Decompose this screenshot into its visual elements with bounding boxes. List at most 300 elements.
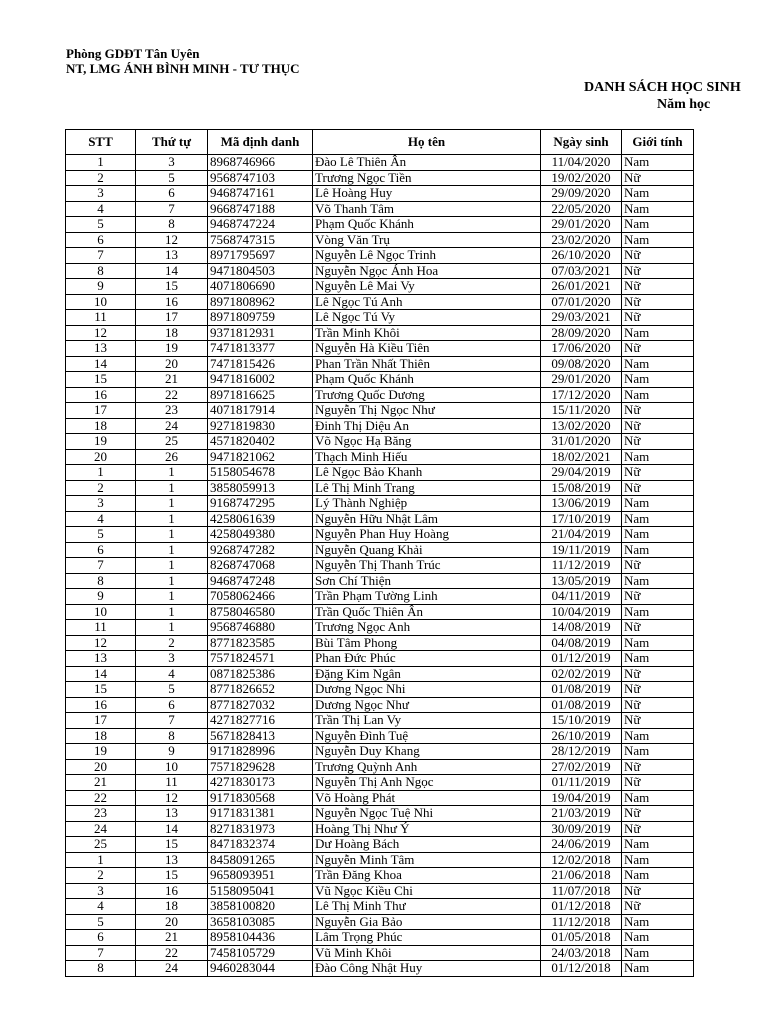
gender-cell: Nam [622, 387, 694, 403]
name-cell: Dư Hoàng Bách [313, 837, 541, 853]
stt-cell: 3 [66, 186, 136, 202]
table-row [66, 170, 694, 186]
table-row [66, 403, 694, 419]
name-cell: Đào Lê Thiên Ân [313, 155, 541, 171]
birthdate-cell: 19/11/2019 [541, 542, 622, 558]
stt-cell: 3 [66, 883, 136, 899]
order-cell: 1 [136, 620, 208, 636]
birthdate-cell: 28/09/2020 [541, 325, 622, 341]
document-header [66, 46, 300, 76]
id-cell: 9568747103 [208, 170, 313, 186]
name-cell: Thạch Minh Hiếu [313, 449, 541, 465]
name-cell: Lý Thành Nghiệp [313, 496, 541, 512]
gender-cell: Nam [622, 372, 694, 388]
gender-cell: Nam [622, 542, 694, 558]
table-row [66, 186, 694, 202]
order-cell: 20 [136, 914, 208, 930]
name-cell: Trương Ngọc Anh [313, 620, 541, 636]
name-cell: Nguyễn Lê Mai Vy [313, 279, 541, 295]
birthdate-cell: 01/08/2019 [541, 682, 622, 698]
stt-cell: 5 [66, 217, 136, 233]
document-title: DANH SÁCH HỌC SINH [584, 80, 741, 95]
stt-cell: 6 [66, 232, 136, 248]
order-cell: 1 [136, 496, 208, 512]
order-cell: 20 [136, 356, 208, 372]
gender-cell: Nữ [622, 310, 694, 326]
gender-cell: Nữ [622, 697, 694, 713]
gender-cell: Nam [622, 930, 694, 946]
stt-cell: 18 [66, 728, 136, 744]
birthdate-cell: 11/07/2018 [541, 883, 622, 899]
order-cell: 6 [136, 697, 208, 713]
id-cell: 5158054678 [208, 465, 313, 481]
gender-cell: Nam [622, 449, 694, 465]
birthdate-cell: 26/10/2019 [541, 728, 622, 744]
stt-cell: 2 [66, 480, 136, 496]
id-cell: 9471816002 [208, 372, 313, 388]
table-row [66, 790, 694, 806]
stt-cell: 13 [66, 341, 136, 357]
order-cell: 18 [136, 899, 208, 915]
school-name: NT, LMG ÁNH BÌNH MINH - TƯ THỤC [66, 61, 300, 76]
birthdate-cell: 07/03/2021 [541, 263, 622, 279]
stt-cell: 7 [66, 558, 136, 574]
order-cell: 16 [136, 294, 208, 310]
id-cell: 9568746880 [208, 620, 313, 636]
order-cell: 26 [136, 449, 208, 465]
name-cell: Nguyễn Thị Ngọc Như [313, 403, 541, 419]
name-cell: Nguyễn Minh Tâm [313, 852, 541, 868]
birthdate-cell: 01/05/2018 [541, 930, 622, 946]
gender-cell: Nữ [622, 341, 694, 357]
order-cell: 4 [136, 666, 208, 682]
order-cell: 17 [136, 310, 208, 326]
birthdate-cell: 15/11/2020 [541, 403, 622, 419]
id-cell: 8971809759 [208, 310, 313, 326]
id-cell: 4258049380 [208, 527, 313, 543]
birthdate-cell: 11/12/2019 [541, 558, 622, 574]
name-cell: Hoàng Thị Như Ý [313, 821, 541, 837]
id-cell: 4258061639 [208, 511, 313, 527]
gender-cell: Nam [622, 527, 694, 543]
gender-cell: Nữ [622, 418, 694, 434]
name-cell: Sơn Chí Thiện [313, 573, 541, 589]
gender-cell: Nam [622, 325, 694, 341]
table-row [66, 449, 694, 465]
stt-cell: 1 [66, 852, 136, 868]
gender-cell: Nữ [622, 883, 694, 899]
id-cell: 9468747224 [208, 217, 313, 233]
gender-cell: Nữ [622, 806, 694, 822]
birthdate-cell: 19/04/2019 [541, 790, 622, 806]
stt-cell: 11 [66, 620, 136, 636]
order-cell: 1 [136, 558, 208, 574]
name-cell: Võ Thanh Tâm [313, 201, 541, 217]
order-cell: 1 [136, 480, 208, 496]
gender-cell: Nam [622, 744, 694, 760]
name-cell: Trần Phạm Tường Linh [313, 589, 541, 605]
table-row [66, 930, 694, 946]
name-cell: Nguyễn Gia Bảo [313, 914, 541, 930]
table-row [66, 155, 694, 171]
id-cell: 9171830568 [208, 790, 313, 806]
birthdate-cell: 27/02/2019 [541, 759, 622, 775]
order-cell: 1 [136, 527, 208, 543]
stt-cell: 10 [66, 604, 136, 620]
stt-cell: 8 [66, 263, 136, 279]
stt-cell: 7 [66, 945, 136, 961]
table-row [66, 682, 694, 698]
table-row [66, 868, 694, 884]
name-cell: Nguyễn Thị Anh Ngọc [313, 775, 541, 791]
stt-cell: 12 [66, 325, 136, 341]
birthdate-cell: 01/12/2018 [541, 961, 622, 977]
stt-cell: 1 [66, 465, 136, 481]
id-cell: 7571829628 [208, 759, 313, 775]
birthdate-cell: 07/01/2020 [541, 294, 622, 310]
order-cell: 1 [136, 604, 208, 620]
order-cell: 5 [136, 170, 208, 186]
order-cell: 24 [136, 418, 208, 434]
stt-cell: 14 [66, 666, 136, 682]
birthdate-cell: 29/01/2020 [541, 372, 622, 388]
birthdate-cell: 29/09/2020 [541, 186, 622, 202]
gender-cell: Nữ [622, 170, 694, 186]
gender-cell: Nam [622, 961, 694, 977]
gender-cell: Nữ [622, 666, 694, 682]
name-cell: Lê Ngọc Tú Vy [313, 310, 541, 326]
stt-cell: 21 [66, 775, 136, 791]
id-cell: 3858059913 [208, 480, 313, 496]
gender-cell: Nữ [622, 558, 694, 574]
gender-cell: Nữ [622, 899, 694, 915]
id-cell: 3858100820 [208, 899, 313, 915]
id-cell: 4271827716 [208, 713, 313, 729]
order-cell: 14 [136, 821, 208, 837]
name-cell: Trần Minh Khôi [313, 325, 541, 341]
id-cell: 8971795697 [208, 248, 313, 264]
id-cell: 9271819830 [208, 418, 313, 434]
id-cell: 8458091265 [208, 852, 313, 868]
stt-cell: 4 [66, 201, 136, 217]
name-cell: Trương Ngọc Tiền [313, 170, 541, 186]
id-cell: 8968746966 [208, 155, 313, 171]
name-cell: Đào Công Nhật Huy [313, 961, 541, 977]
table-row [66, 201, 694, 217]
birthdate-cell: 31/01/2020 [541, 434, 622, 450]
order-cell: 16 [136, 883, 208, 899]
stt-cell: 16 [66, 697, 136, 713]
name-cell: Nguyễn Hữu Nhật Lâm [313, 511, 541, 527]
gender-cell: Nam [622, 201, 694, 217]
order-cell: 7 [136, 201, 208, 217]
order-cell: 6 [136, 186, 208, 202]
order-cell: 9 [136, 744, 208, 760]
id-cell: 9471804503 [208, 263, 313, 279]
birthdate-cell: 17/06/2020 [541, 341, 622, 357]
birthdate-cell: 26/01/2021 [541, 279, 622, 295]
table-row [66, 651, 694, 667]
order-cell: 15 [136, 279, 208, 295]
birthdate-cell: 19/02/2020 [541, 170, 622, 186]
order-cell: 1 [136, 573, 208, 589]
table-row [66, 821, 694, 837]
order-cell: 2 [136, 635, 208, 651]
order-cell: 1 [136, 465, 208, 481]
gender-cell: Nam [622, 573, 694, 589]
table-row [66, 945, 694, 961]
birthdate-cell: 10/04/2019 [541, 604, 622, 620]
name-cell: Lê Ngọc Bảo Khanh [313, 465, 541, 481]
stt-cell: 8 [66, 961, 136, 977]
stt-cell: 4 [66, 899, 136, 915]
order-cell: 8 [136, 728, 208, 744]
table-row [66, 775, 694, 791]
id-cell: 3658103085 [208, 914, 313, 930]
name-cell: Lê Thị Minh Thư [313, 899, 541, 915]
table-row [66, 744, 694, 760]
table-row [66, 542, 694, 558]
name-cell: Trương Quỳnh Anh [313, 759, 541, 775]
document-title-block [584, 79, 768, 113]
id-cell: 0871825386 [208, 666, 313, 682]
name-cell: Trần Đăng Khoa [313, 868, 541, 884]
id-cell: 9171828996 [208, 744, 313, 760]
stt-cell: 22 [66, 790, 136, 806]
gender-cell: Nam [622, 635, 694, 651]
id-cell: 9468747161 [208, 186, 313, 202]
id-cell: 7471815426 [208, 356, 313, 372]
birthdate-cell: 29/04/2019 [541, 465, 622, 481]
birthdate-cell: 22/05/2020 [541, 201, 622, 217]
order-cell: 3 [136, 651, 208, 667]
gender-cell: Nữ [622, 620, 694, 636]
gender-cell: Nam [622, 852, 694, 868]
gender-cell: Nam [622, 186, 694, 202]
id-cell: 9668747188 [208, 201, 313, 217]
id-cell: 9468747248 [208, 573, 313, 589]
stt-cell: 5 [66, 527, 136, 543]
table-row [66, 604, 694, 620]
stt-cell: 6 [66, 542, 136, 558]
name-cell: Trần Thị Lan Vy [313, 713, 541, 729]
name-cell: Nguyễn Duy Khang [313, 744, 541, 760]
birthdate-cell: 17/12/2020 [541, 387, 622, 403]
stt-cell: 2 [66, 868, 136, 884]
name-cell: Nguyễn Thị Thanh Trúc [313, 558, 541, 574]
name-cell: Phạm Quốc Khánh [313, 217, 541, 233]
order-cell: 21 [136, 930, 208, 946]
table-row [66, 666, 694, 682]
name-cell: Phạm Quốc Khánh [313, 372, 541, 388]
birthdate-cell: 24/03/2018 [541, 945, 622, 961]
gender-cell: Nữ [622, 465, 694, 481]
birthdate-cell: 30/09/2019 [541, 821, 622, 837]
id-cell: 4571820402 [208, 434, 313, 450]
gender-cell: Nữ [622, 248, 694, 264]
table-row [66, 589, 694, 605]
id-cell: 8958104436 [208, 930, 313, 946]
table-row [66, 263, 694, 279]
order-cell: 1 [136, 511, 208, 527]
stt-cell: 19 [66, 434, 136, 450]
order-cell: 1 [136, 542, 208, 558]
table-row [66, 496, 694, 512]
table-row [66, 837, 694, 853]
stt-cell: 25 [66, 837, 136, 853]
order-cell: 22 [136, 387, 208, 403]
stt-cell: 1 [66, 155, 136, 171]
department-name: Phòng GDĐT Tân Uyên [66, 46, 200, 61]
birthdate-cell: 13/02/2020 [541, 418, 622, 434]
id-cell: 5671828413 [208, 728, 313, 744]
birthdate-cell: 14/08/2019 [541, 620, 622, 636]
name-cell: Phan Trần Nhất Thiên [313, 356, 541, 372]
id-cell: 8271831973 [208, 821, 313, 837]
order-cell: 22 [136, 945, 208, 961]
table-row [66, 372, 694, 388]
id-cell: 4071806690 [208, 279, 313, 295]
table-row [66, 418, 694, 434]
id-cell: 7571824571 [208, 651, 313, 667]
stt-cell: 3 [66, 496, 136, 512]
id-cell: 9471821062 [208, 449, 313, 465]
id-cell: 8971808962 [208, 294, 313, 310]
birthdate-cell: 26/10/2020 [541, 248, 622, 264]
gender-cell: Nữ [622, 775, 694, 791]
table-row [66, 217, 694, 233]
name-cell: Trương Quốc Dương [313, 387, 541, 403]
name-cell: Lâm Trọng Phúc [313, 930, 541, 946]
gender-cell: Nam [622, 790, 694, 806]
gender-cell: Nam [622, 356, 694, 372]
id-cell: 7458105729 [208, 945, 313, 961]
table-row [66, 961, 694, 977]
birthdate-cell: 11/04/2020 [541, 155, 622, 171]
birthdate-cell: 17/10/2019 [541, 511, 622, 527]
stt-cell: 9 [66, 589, 136, 605]
stt-cell: 2 [66, 170, 136, 186]
table-row [66, 620, 694, 636]
birthdate-cell: 01/08/2019 [541, 697, 622, 713]
id-cell: 8771826652 [208, 682, 313, 698]
table-row [66, 573, 694, 589]
gender-cell: Nam [622, 651, 694, 667]
id-cell: 7471813377 [208, 341, 313, 357]
table-row [66, 713, 694, 729]
gender-cell: Nam [622, 868, 694, 884]
stt-cell: 15 [66, 372, 136, 388]
birthdate-cell: 21/03/2019 [541, 806, 622, 822]
table-row [66, 387, 694, 403]
order-cell: 3 [136, 155, 208, 171]
name-cell: Đinh Thị Diệu An [313, 418, 541, 434]
gender-cell: Nữ [622, 589, 694, 605]
name-cell: Phan Đức Phúc [313, 651, 541, 667]
table-row [66, 310, 694, 326]
stt-cell: 4 [66, 511, 136, 527]
table-row [66, 356, 694, 372]
id-cell: 8471832374 [208, 837, 313, 853]
id-cell: 9168747295 [208, 496, 313, 512]
birthdate-cell: 29/03/2021 [541, 310, 622, 326]
stt-cell: 24 [66, 821, 136, 837]
id-cell: 4271830173 [208, 775, 313, 791]
order-cell: 21 [136, 372, 208, 388]
id-cell: 9171831381 [208, 806, 313, 822]
order-cell: 19 [136, 341, 208, 357]
stt-cell: 12 [66, 635, 136, 651]
name-cell: Đặng Kim Ngân [313, 666, 541, 682]
gender-cell: Nữ [622, 759, 694, 775]
order-cell: 7 [136, 713, 208, 729]
name-cell: Lê Hoàng Huy [313, 186, 541, 202]
stt-cell: 17 [66, 403, 136, 419]
birthdate-cell: 29/01/2020 [541, 217, 622, 233]
stt-cell: 15 [66, 682, 136, 698]
id-cell: 7058062466 [208, 589, 313, 605]
gender-cell: Nữ [622, 263, 694, 279]
order-cell: 25 [136, 434, 208, 450]
name-cell: Dương Ngọc Như [313, 697, 541, 713]
table-row [66, 248, 694, 264]
gender-cell: Nữ [622, 480, 694, 496]
order-cell: 12 [136, 232, 208, 248]
table-row [66, 511, 694, 527]
birthdate-cell: 04/08/2019 [541, 635, 622, 651]
name-cell: Bùi Tâm Phong [313, 635, 541, 651]
birthdate-cell: 01/12/2018 [541, 899, 622, 915]
name-cell: Nguyễn Phan Huy Hoàng [313, 527, 541, 543]
id-cell: 8971816625 [208, 387, 313, 403]
birthdate-cell: 15/08/2019 [541, 480, 622, 496]
name-cell: Nguyễn Đình Tuệ [313, 728, 541, 744]
id-cell: 8771823585 [208, 635, 313, 651]
order-cell: 5 [136, 682, 208, 698]
id-cell: 9460283044 [208, 961, 313, 977]
gender-cell: Nam [622, 728, 694, 744]
table-row [66, 294, 694, 310]
order-cell: 13 [136, 806, 208, 822]
name-cell: Nguyễn Ngọc Ánh Hoa [313, 263, 541, 279]
table-row [66, 806, 694, 822]
table-row [66, 635, 694, 651]
name-cell: Lê Thị Minh Trang [313, 480, 541, 496]
school-year: Năm học [657, 97, 711, 112]
stt-cell: 9 [66, 279, 136, 295]
stt-cell: 13 [66, 651, 136, 667]
column-header-stt: STT [66, 130, 136, 155]
table-row [66, 341, 694, 357]
stt-cell: 10 [66, 294, 136, 310]
column-header-birthdate: Ngày sinh [541, 130, 622, 155]
birthdate-cell: 11/12/2018 [541, 914, 622, 930]
birthdate-cell: 15/10/2019 [541, 713, 622, 729]
birthdate-cell: 13/06/2019 [541, 496, 622, 512]
birthdate-cell: 21/04/2019 [541, 527, 622, 543]
name-cell: Võ Hoàng Phát [313, 790, 541, 806]
column-header-gender: Giới tính [622, 130, 694, 155]
gender-cell: Nữ [622, 713, 694, 729]
table-row [66, 279, 694, 295]
id-cell: 8758046580 [208, 604, 313, 620]
table-row [66, 759, 694, 775]
stt-cell: 20 [66, 759, 136, 775]
id-cell: 8268747068 [208, 558, 313, 574]
stt-cell: 19 [66, 744, 136, 760]
birthdate-cell: 23/02/2020 [541, 232, 622, 248]
id-cell: 4071817914 [208, 403, 313, 419]
